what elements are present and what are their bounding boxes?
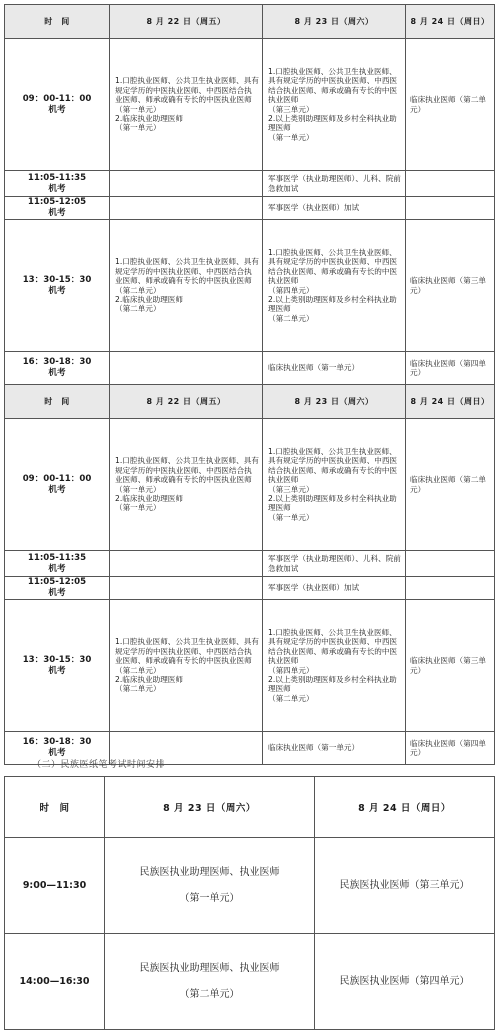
aug-24-cell — [406, 197, 495, 220]
time-cell: 9:00—11:30 — [5, 838, 105, 934]
table-header-row — [5, 777, 495, 838]
aug-22-cell — [110, 577, 263, 600]
time-cell: 13：30-15：30 机考 — [5, 220, 110, 352]
table-header-row-repeat — [5, 385, 495, 419]
aug-24-cell: 民族医执业医师（第四单元） — [315, 934, 495, 1030]
aug-24-cell — [406, 171, 495, 197]
ethnic-medicine-schedule-table — [4, 776, 495, 1030]
header-time: 时 间 — [5, 777, 105, 838]
aug-24-cell: 民族医执业医师（第三单元） — [315, 838, 495, 934]
aug-23-cell: 军事医学（执业助理医师）、儿科、院前急救加试 — [263, 171, 406, 197]
table-row — [5, 419, 495, 551]
time-cell: 16：30-18：30 机考 — [5, 732, 110, 765]
header-aug-24: 8 月 24 日（周日） — [406, 5, 495, 39]
aug-22-cell — [110, 551, 263, 577]
time-cell: 09：00-11：00 机考 — [5, 419, 110, 551]
aug-23-cell: 1.口腔执业医师、公共卫生执业医师、具有规定学历的中医执业医师、中西医结合执业医师、师承或确有专长的中医执业医师 （第三单元） 2.以上类别助理医师及乡村全科执业助理医师 （第一单元） — [263, 419, 406, 551]
aug-23-cell: 1.口腔执业医师、公共卫生执业医师、具有规定学历的中医执业医师、中西医结合执业医师、师承或确有专长的中医执业医师 （第四单元） 2.以上类别助理医师及乡村全科执业助理医师 （第二单元） — [263, 600, 406, 732]
time-cell: 09：00-11：00 机考 — [5, 39, 110, 171]
aug-23-cell: 军事医学（执业医师）加试 — [263, 577, 406, 600]
time-cell: 16：30-18：30 机考 — [5, 352, 110, 385]
aug-22-cell: 1.口腔执业医师、公共卫生执业医师、具有规定学历的中医执业医师、中西医结合执业医师、师承或确有专长的中医执业医师 （第二单元） 2.临床执业助理医师 （第二单元） — [110, 600, 263, 732]
aug-24-cell: 临床执业医师（第二单元） — [406, 39, 495, 171]
header-aug-22: 8 月 22 日（周五） — [110, 385, 263, 419]
table-row — [5, 220, 495, 352]
header-time: 时 间 — [5, 5, 110, 39]
time-cell: 11:05-11:35 机考 — [5, 551, 110, 577]
table-header-row — [5, 5, 495, 39]
aug-23-cell: 1.口腔执业医师、公共卫生执业医师、具有规定学历的中医执业医师、中西医结合执业医师、师承或确有专长的中医执业医师 （第四单元） 2.以上类别助理医师及乡村全科执业助理医师 （第二单元） — [263, 220, 406, 352]
aug-24-cell — [406, 577, 495, 600]
aug-23-cell: 民族医执业助理医师、执业医师 （第二单元） — [105, 934, 315, 1030]
aug-22-cell — [110, 197, 263, 220]
section-caption: （二）民族医纸笔考试时间安排 — [32, 760, 166, 770]
aug-24-cell: 临床执业医师（第三单元） — [406, 600, 495, 732]
time-cell: 13：30-15：30 机考 — [5, 600, 110, 732]
table-row — [5, 171, 495, 197]
aug-24-cell: 临床执业医师（第三单元） — [406, 220, 495, 352]
aug-23-cell: 军事医学（执业助理医师）、儿科、院前急救加试 — [263, 551, 406, 577]
aug-22-cell: 1.口腔执业医师、公共卫生执业医师、具有规定学历的中医执业医师、中西医结合执业医师、师承或确有专长的中医执业医师 （第一单元） 2.临床执业助理医师 （第一单元） — [110, 419, 263, 551]
time-cell: 11:05-12:05 机考 — [5, 577, 110, 600]
table-row — [5, 39, 495, 171]
aug-24-cell — [406, 551, 495, 577]
header-aug-24: 8 月 24 日（周日） — [315, 777, 495, 838]
table-row — [5, 551, 495, 577]
table-row — [5, 197, 495, 220]
header-aug-23: 8 月 23 日（周六） — [263, 385, 406, 419]
time-cell: 11:05-12:05 机考 — [5, 197, 110, 220]
aug-23-cell: 1.口腔执业医师、公共卫生执业医师、具有规定学历的中医执业医师、中西医结合执业医师、师承或确有专长的中医执业医师 （第三单元） 2.以上类别助理医师及乡村全科执业助理医师 （第一单元） — [263, 39, 406, 171]
aug-24-cell: 临床执业医师（第四单元） — [406, 352, 495, 385]
table-row — [5, 838, 495, 934]
schedule-body-a — [5, 39, 495, 385]
table-row — [5, 577, 495, 600]
aug-24-cell: 临床执业医师（第四单元） — [406, 732, 495, 765]
table-row — [5, 600, 495, 732]
aug-23-cell: 民族医执业助理医师、执业医师 （第一单元） — [105, 838, 315, 934]
aug-23-cell: 军事医学（执业医师）加试 — [263, 197, 406, 220]
header-aug-23: 8 月 23 日（周六） — [263, 5, 406, 39]
header-aug-23: 8 月 23 日（周六） — [105, 777, 315, 838]
aug-23-cell: 临床执业医师（第一单元） — [263, 352, 406, 385]
aug-22-cell: 1.口腔执业医师、公共卫生执业医师、具有规定学历的中医执业医师、中西医结合执业医师、师承或确有专长的中医执业医师 （第一单元） 2.临床执业助理医师 （第一单元） — [110, 39, 263, 171]
header-time: 时 间 — [5, 385, 110, 419]
computer-exam-schedule-table — [4, 4, 495, 765]
schedule-body-b — [5, 419, 495, 765]
time-cell: 11:05-11:35 机考 — [5, 171, 110, 197]
header-aug-22: 8 月 22 日（周五） — [110, 5, 263, 39]
header-aug-24: 8 月 24 日（周日） — [406, 385, 495, 419]
table-row — [5, 352, 495, 385]
aug-22-cell — [110, 352, 263, 385]
aug-23-cell: 临床执业医师（第一单元） — [263, 732, 406, 765]
time-cell: 14:00—16:30 — [5, 934, 105, 1030]
aug-24-cell: 临床执业医师（第二单元） — [406, 419, 495, 551]
aug-22-cell: 1.口腔执业医师、公共卫生执业医师、具有规定学历的中医执业医师、中西医结合执业医师、师承或确有专长的中医执业医师 （第二单元） 2.临床执业助理医师 （第二单元） — [110, 220, 263, 352]
aug-22-cell — [110, 171, 263, 197]
table-row — [5, 934, 495, 1030]
